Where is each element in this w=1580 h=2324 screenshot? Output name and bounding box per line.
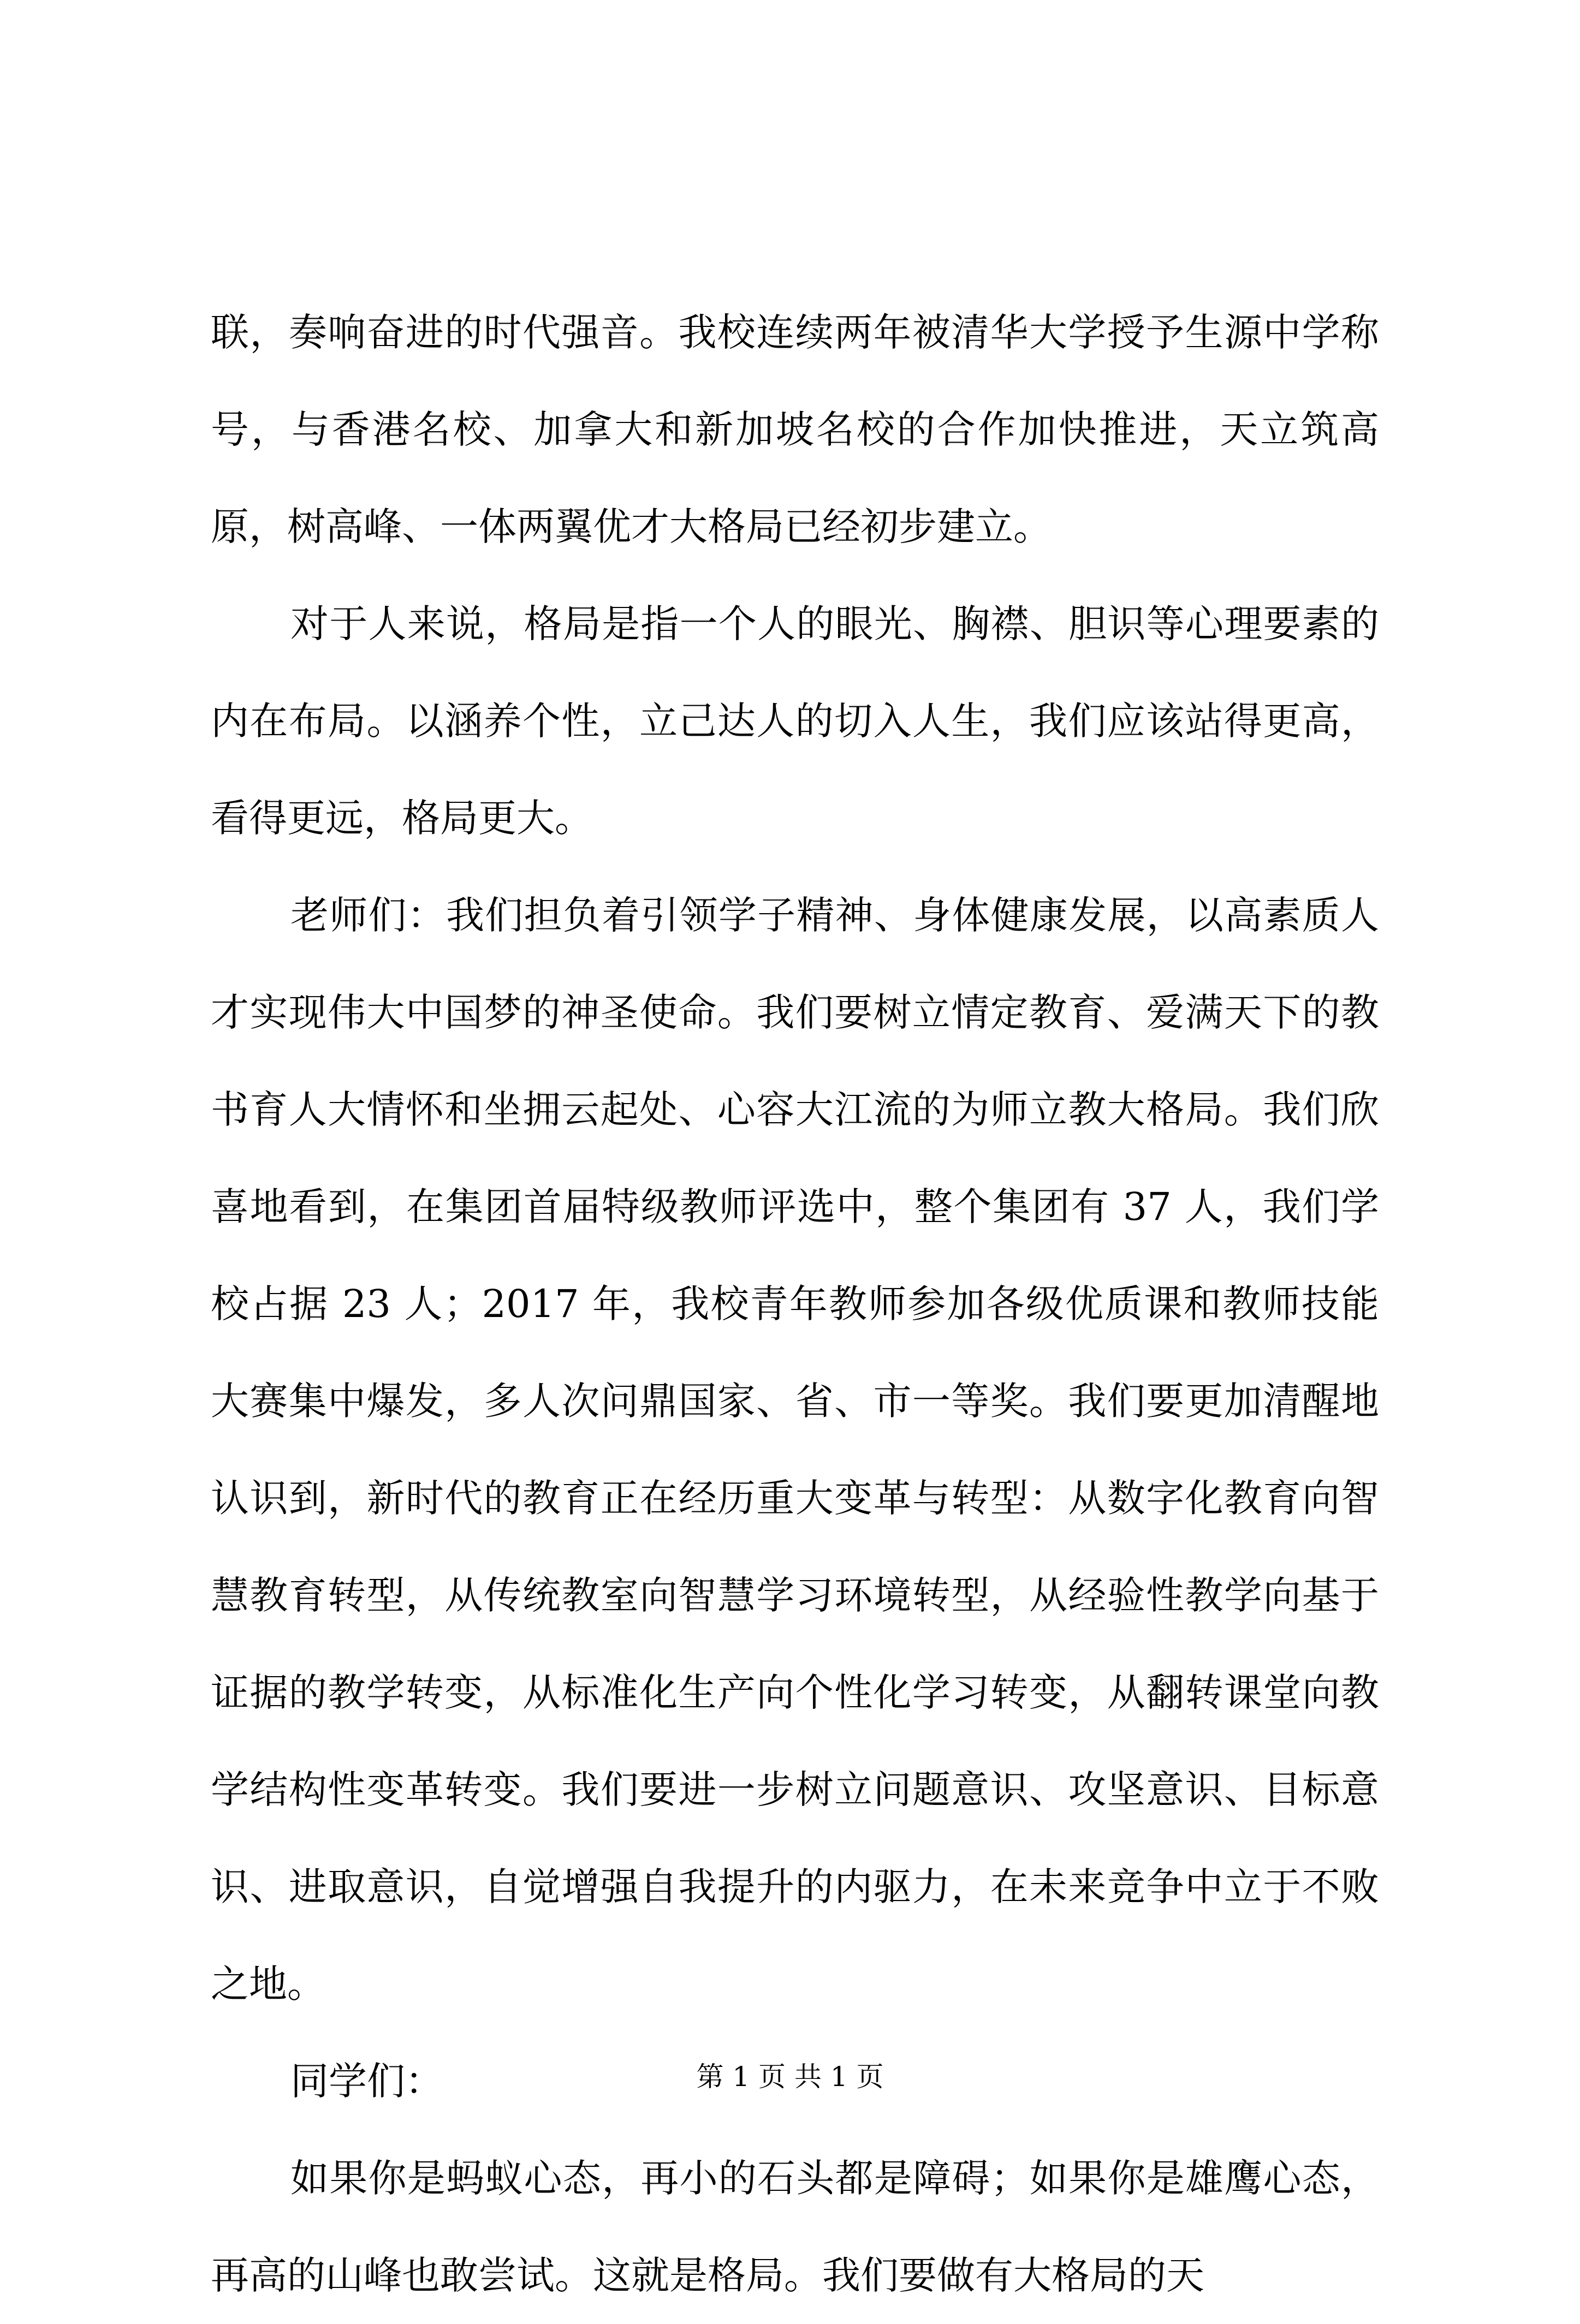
paragraph-pattern-definition: 对于人来说，格局是指一个人的眼光、胸襟、胆识等心理要素的内在布局。以涵养个性，立己达人的切入人生，我们应该站得更高，看得更远，格局更大。 [211,601,1379,841]
page-footer: 第 1 页 共 1 页 [696,2061,884,2093]
document-body [211,284,1379,2324]
paragraph-teachers: 老师们：我们担负着引领学子精神、身体健康发展，以高素质人才实现伟大中国梦的神圣使命。我们要树立情定教育、爱满天下的教书育人大情怀和坐拥云起处、心容大江流的为师立教大格局。我们欣喜地看到，在集团首届特级教师评选中，整个集团有 37 人，我们学校占据 23 人；2017 年，我校青年教师参加各级优质课和教师技能大赛集中爆发，多人次问鼎国家、省、市一等奖。我们要更加清醒地认识到，新时代的教育正在经历重大变革与转型：从数字化教育向智慧教育转型，从传统教室向智慧学习环境转型，从经验性教学向基于证据的教学转变，从标准化生产向个性化学习转变，从翻转课堂向教学结构性变革转变。我们要进一步树立问题意识、攻坚意识、目标意识、进取意识，自觉增强自我提升的内驱力，在未来竞争中立于不败之地。 [211,893,1379,2006]
paragraph-continuation: 联，奏响奋进的时代强音。我校连续两年被清华大学授予生源中学称号，与香港名校、加拿大和新加坡名校的合作加快推进，天立筑高原，树高峰、一体两翼优才大格局已经初步建立。 [211,310,1379,549]
paragraph-ant-eagle: 如果你是蚂蚁心态，再小的石头都是障碍；如果你是雄鹰心态，再高的山峰也敢尝试。这就是格局。我们要做有大格局的天 [211,2156,1379,2298]
paragraph-students-salutation: 同学们： [290,2059,443,2103]
